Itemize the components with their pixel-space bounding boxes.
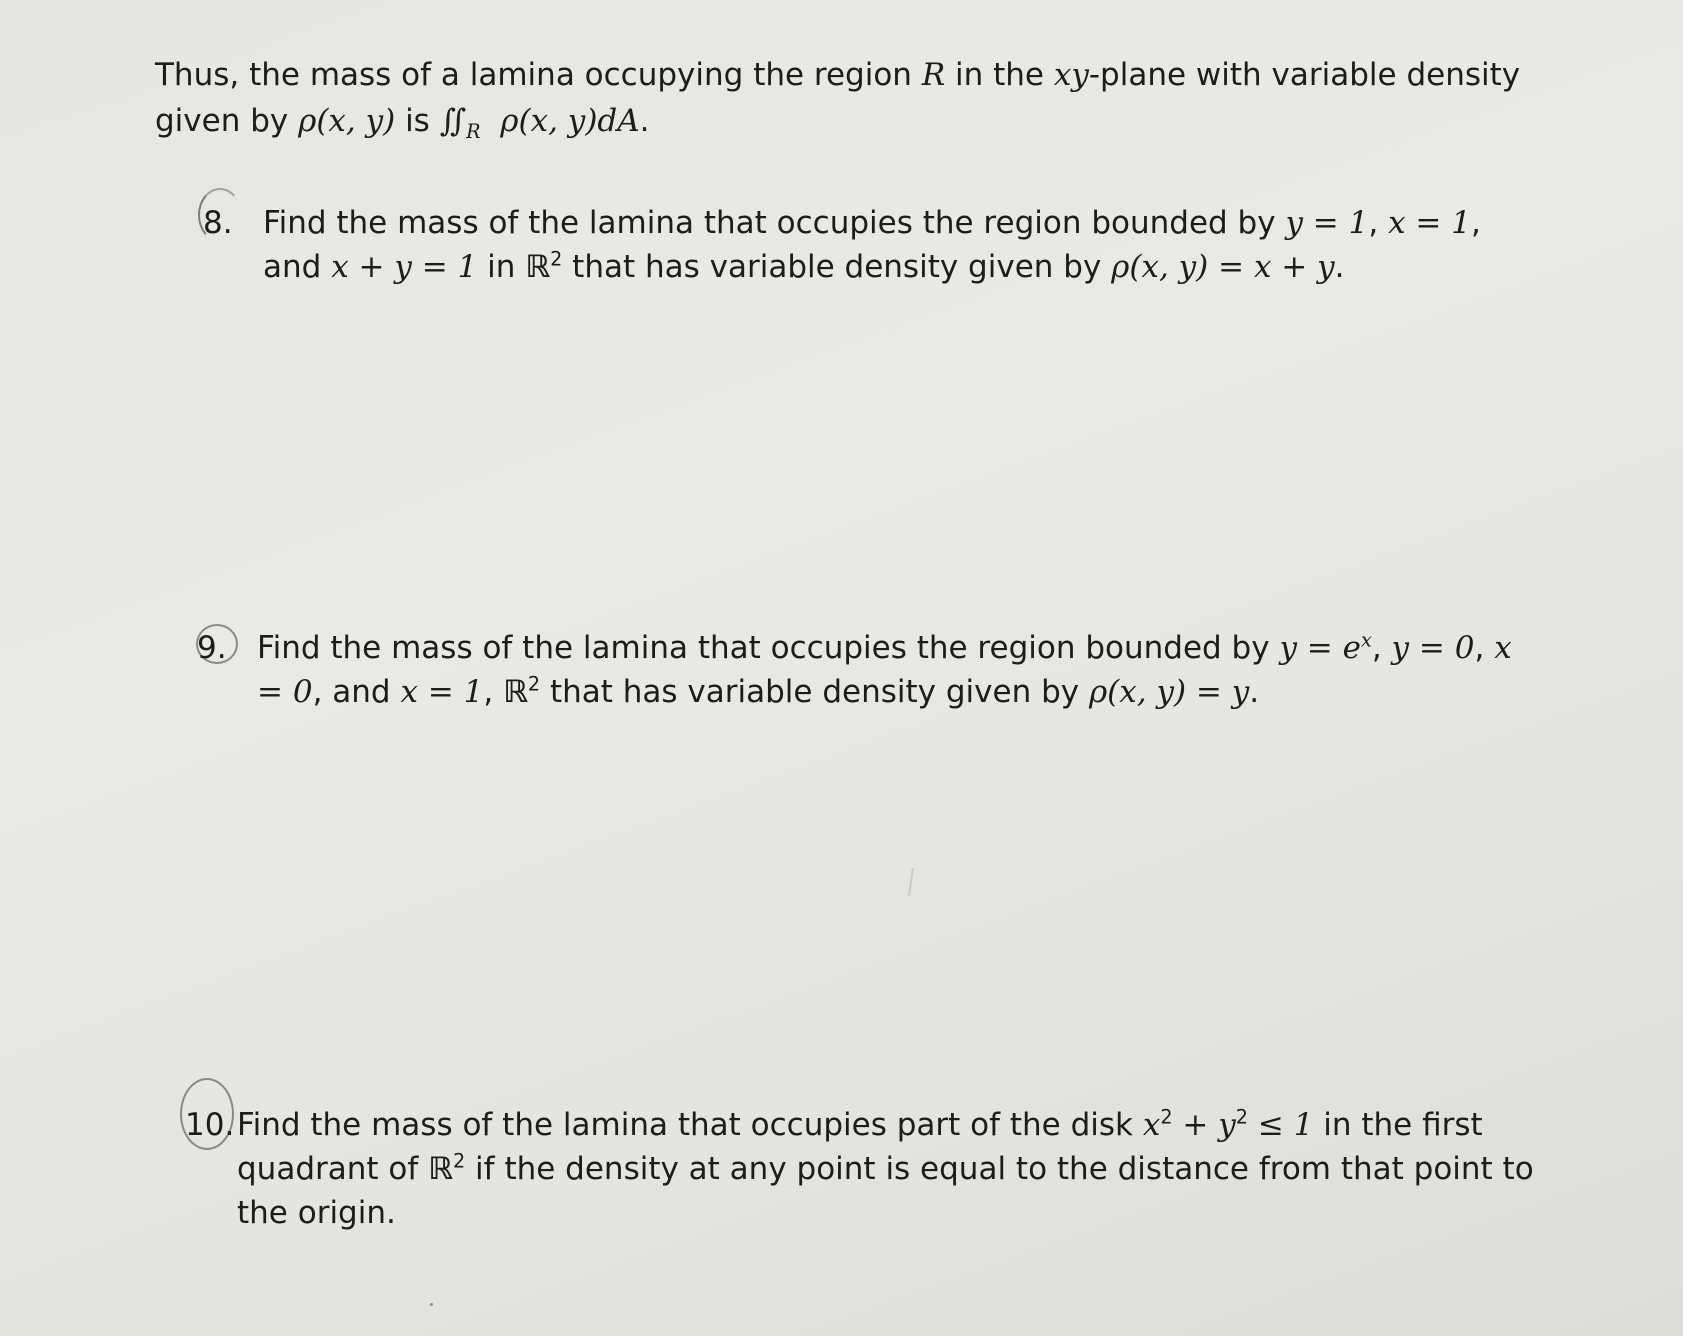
problem-10-math-x: x [1142,1107,1161,1143]
problem-10-text-1: Find the mass of the lamina that occupies part of the disk [237,1107,1143,1143]
pencil-mark [908,868,914,896]
intro-region-R: R [921,57,946,93]
intro-text-4: is [395,103,440,139]
problem-10-text-2: in the first quadrant of [237,1107,1483,1187]
problem-9-text-2: , [1371,630,1392,666]
pen-dot-mark [430,1303,433,1306]
problem-8-exponent: 2 [550,247,563,271]
intro-rho: ρ(x, y) [298,103,396,139]
problem-8-text-5: that has variable density given by [562,249,1112,285]
problem-8-text-6: . [1334,249,1345,285]
problem-8-text-4: in [477,249,526,285]
problem-9-text-4: , and [312,674,401,710]
problem-8-math-4: ρ(x, y) = x + y [1111,249,1335,285]
problem-9-reals: ℝ [503,674,528,710]
integral-subscript-R: R [466,120,481,144]
problem-9-math-5: ρ(x, y) = y [1088,674,1250,710]
problem-10-exponent: 2 [452,1149,466,1173]
double-integral-symbol: ∬ [439,103,467,139]
intro-xy: xy [1053,57,1089,93]
problem-9-text-5: , [483,674,504,710]
problem-10-number: 10. [185,1107,235,1143]
problem-8-text-3: , and [263,205,1481,285]
intro-text-3: -plane with variable density given by [155,57,1521,139]
problem-10-math-y: + y [1172,1107,1236,1143]
problem-8-math-1: y = 1 [1285,205,1369,241]
problem-9-exponent: 2 [527,672,541,696]
problem-10-math-le: ≤ 1 [1247,1107,1314,1143]
intro-end: . [639,103,650,139]
problem-9-math-1: y = e [1279,630,1361,666]
problem-10-reals: ℝ [428,1151,453,1187]
problem-8-math-2: x = 1 [1388,205,1471,241]
problem-10-text-3: if the density at any point is equal to the distance from that point to the origin. [237,1151,1534,1231]
problem-8 [203,201,1543,289]
problem-9-math-3: x = 0 [257,630,1512,710]
problem-8-text-2: , [1368,205,1389,241]
problem-8-reals: ℝ [525,249,551,285]
intro-paragraph [155,52,1555,144]
problem-8-number: 8. [203,205,233,241]
problem-8-math-3: x + y = 1 [331,249,478,285]
intro-integrand: ρ(x, y)dA [500,103,640,139]
problem-9-number: 9. [197,630,227,666]
problem-9-math-2: y = 0 [1391,630,1475,666]
problem-10-math-y-exponent: 2 [1235,1105,1248,1129]
problem-8-text-1: Find the mass of the lamina that occupies the region bounded by [263,205,1286,241]
intro-text-1: Thus, the mass of a lamina occupying the region [155,57,922,93]
problem-10-math-x-exponent: 2 [1160,1105,1173,1129]
problem-10 [185,1103,1547,1235]
problem-9-math-4: x = 1 [400,674,484,710]
problem-9-text-7: . [1249,674,1260,710]
problem-9-text-1: Find the mass of the lamina that occupies the region bounded by [257,630,1280,666]
problem-9-math-1-exponent: x [1360,628,1372,652]
intro-text-2: in the [945,57,1054,93]
problem-9-text-6: that has variable density given by [540,674,1089,710]
problem-9 [197,626,1547,714]
problem-9-text-3: , [1474,630,1495,666]
